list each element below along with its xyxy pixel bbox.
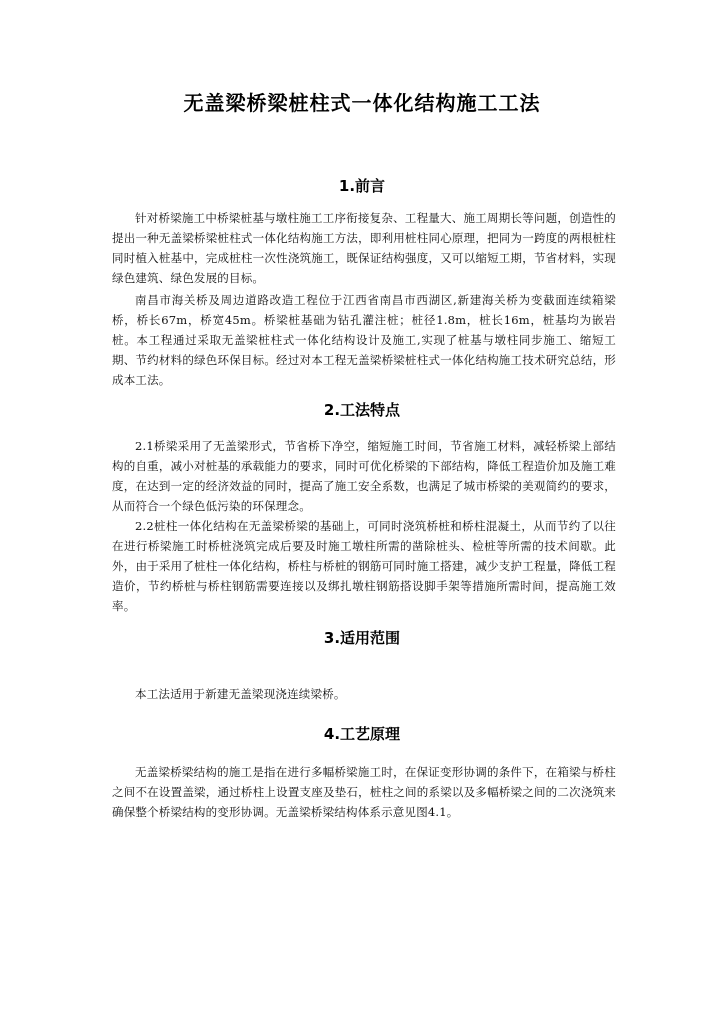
paragraph-features-2: 2.2桩柱一体化结构在无盖梁桥梁的基础上，可同时浇筑桥桩和桥柱混凝土，从而节约了以往在进行桥梁施工时桥桩浇筑完成后要及时施工墩柱所需的凿除桩头、检桩等所需的技术间歇。此外，由于采用了桩柱一体化结构，桥柱与桥桩的钢筋可同时施工搭建，减少支护工程量，降低工程造价，节约桥桩与桥柱钢筋需要连接以及绑扎墩柱钢筋搭设脚手架等措施所需时间，提高施工效率。 xyxy=(112,519,616,613)
section-heading-features: 2.工法特点 xyxy=(323,401,401,419)
paragraph-principle-1: 无盖梁桥梁结构的施工是指在进行多幅桥梁施工时，在保证变形协调的条件下，在箱梁与桥柱之间不在设置盖梁，通过桥柱上设置支座及垫石，桩柱之间的系梁以及多幅桥梁之间的二次浇筑来确保整个桥梁结构的变形协调。无盖梁桥梁结构体系示意见图4.1。 xyxy=(112,765,616,819)
section-heading-foreword: 1.前言 xyxy=(338,177,386,195)
document-title: 无盖梁桥梁桩柱式一体化结构施工工法 xyxy=(183,91,541,115)
paragraph-scope-1: 本工法适用于新建无盖梁现浇连续梁桥。 xyxy=(135,687,346,701)
paragraph-foreword-2: 南昌市海关桥及周边道路改造工程位于江西省南昌市西湖区,新建海关桥为变截面连续箱梁桥，桥长67m，桥宽45m。桥梁桩基础为钻孔灌注桩；桩径1.8m，桩长16m，桩基均为嵌岩桩。本工程通过采取无盖梁桩柱式一体化结构设计及施工,实现了桩基与墩柱同步施工、缩短工期、节约材料的绿色环保目标。经过对本工程无盖梁桥梁桩柱式一体化结构施工技术研究总结，形成本工法。 xyxy=(112,293,616,387)
paragraph-features-1: 2.1桥梁采用了无盖梁形式，节省桥下净空，缩短施工时间，节省施工材料，减轻桥梁上部结构的自重，减小对桩基的承载能力的要求，同时可优化桥梁的下部结构，降低工程造价加及施工难度，在达到一定的经济效益的同时，提高了施工安全系数，也满足了城市桥梁的美观简约的要求，从而符合一个绿色低污染的环保理念。 xyxy=(112,439,616,513)
paragraph-foreword-1: 针对桥梁施工中桥梁桩基与墩柱施工工序衔接复杂、工程量大、施工周期长等问题，创造性的提出一种无盖梁桥梁桩柱式一体化结构施工方法，即利用桩柱同心原理，把同为一跨度的两根桩柱同时植入桩基中，完成桩柱一次性浇筑施工，既保证结构强度，又可以缩短工期，节省材料，实现绿色建筑、绿色发展的目标。 xyxy=(112,211,616,285)
section-heading-principle: 4.工艺原理 xyxy=(323,725,401,743)
section-heading-scope: 3.适用范围 xyxy=(323,629,401,647)
